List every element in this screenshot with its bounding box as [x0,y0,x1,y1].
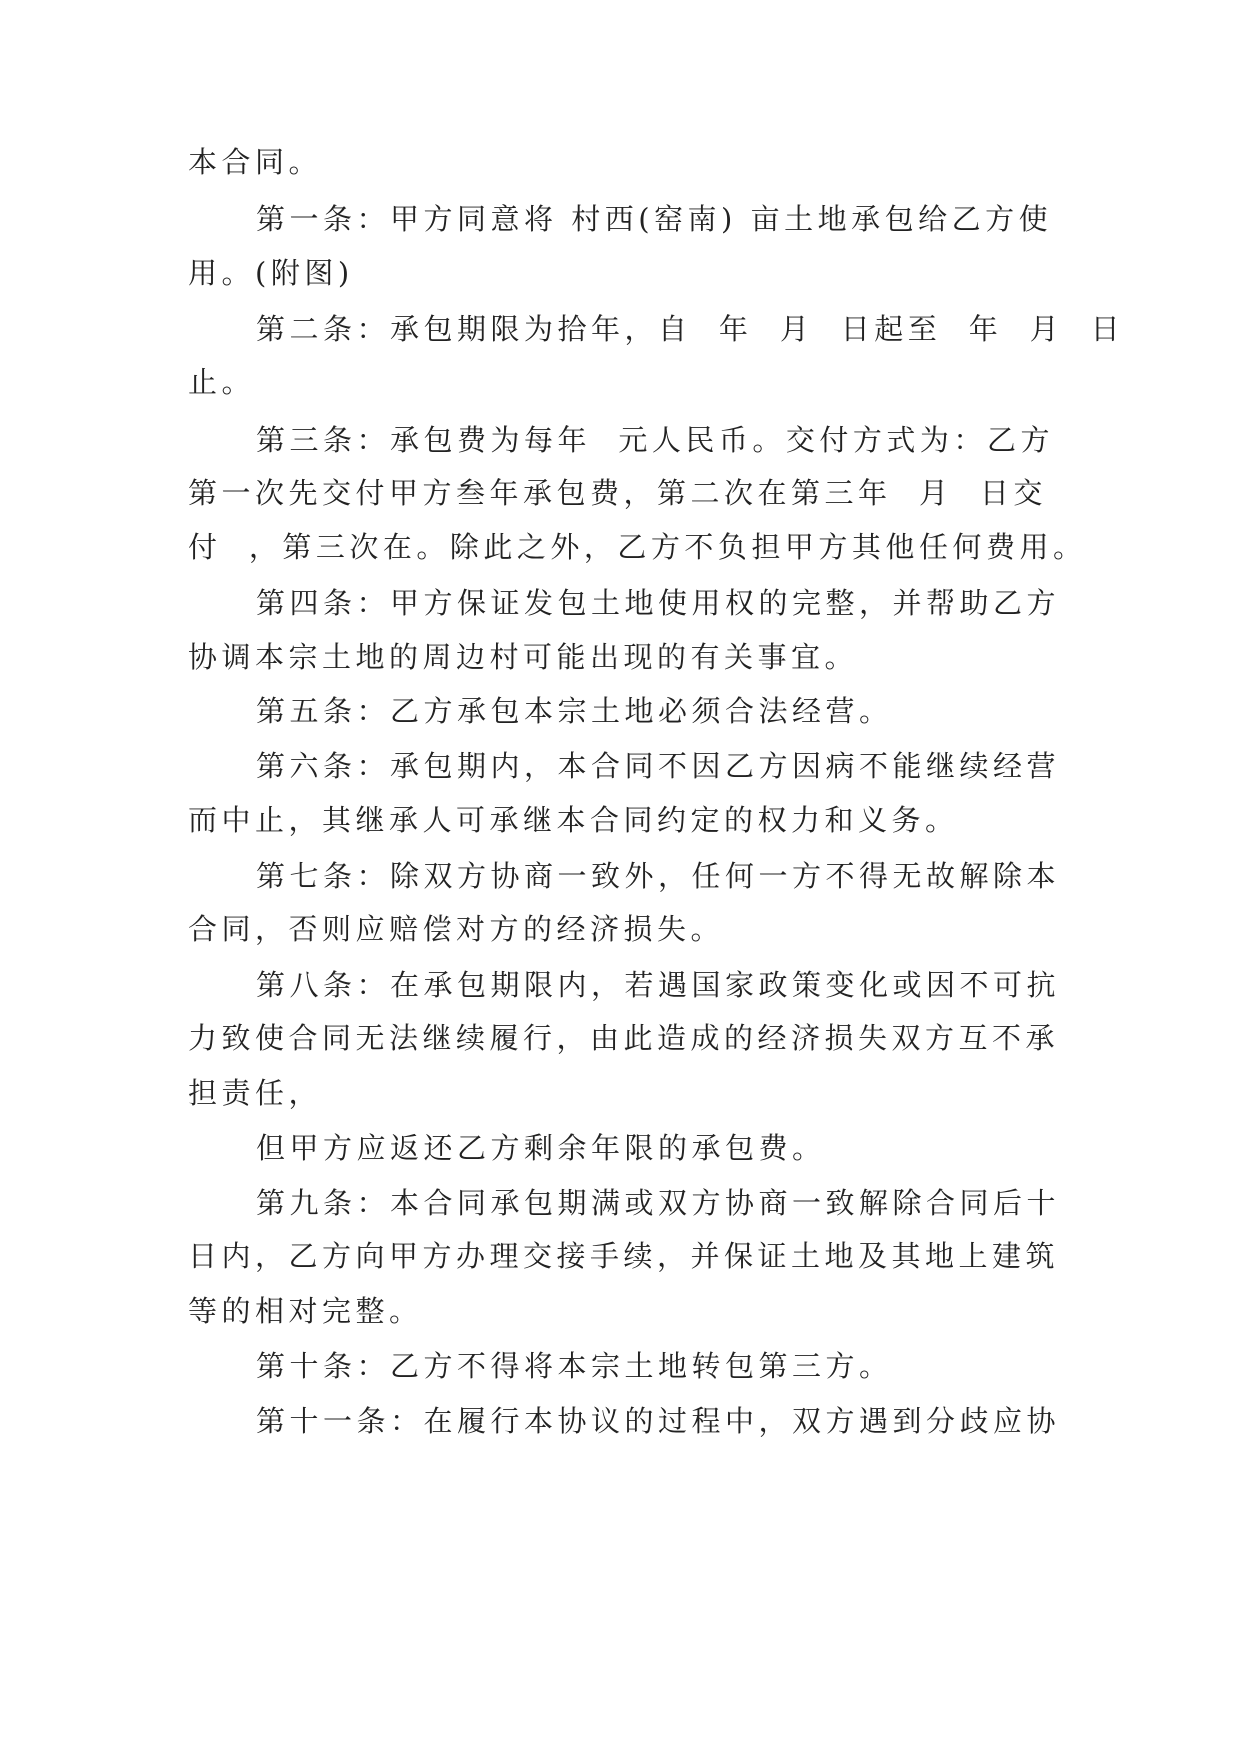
article-4-line-2: 协调本宗土地的周边村可能出现的有关事宜。 [188,640,859,674]
article-2-line-2: 止。 [188,365,256,399]
article-6-line-2: 而中止，其继承人可承继本合同约定的权力和义务。 [188,803,959,837]
article-10-line-1: 第十条：乙方不得将本宗土地转包第三方。 [256,1349,893,1383]
article-8-line-4: 但甲方应返还乙方剩余年限的承包费。 [256,1131,826,1165]
article-3-line-3: 付 ，第三次在。除此之外，乙方不负担甲方其他任何费用。 [188,530,1087,564]
article-8-line-2: 力致使合同无法继续履行，由此造成的经济损失双方互不承 [188,1021,1060,1055]
article-3-line-2: 第一次先交付甲方叁年承包费，第二次在第三年 月 日交 [188,476,1047,510]
article-1-line-1: 第一条：甲方同意将 村西(窑南) 亩土地承包给乙方使 [256,202,1053,236]
article-11-line-1: 第十一条：在履行本协议的过程中，双方遇到分歧应协 [256,1404,1061,1438]
article-1-line-2: 用。(附图) [188,256,354,290]
text-line: 本合同。 [188,145,323,179]
article-9-line-2: 日内，乙方向甲方办理交接手续，并保证土地及其地上建筑 [188,1239,1060,1273]
article-8-line-3: 担责任， [188,1076,323,1110]
article-5-line-1: 第五条：乙方承包本宗土地必须合法经营。 [256,694,893,728]
article-8-line-1: 第八条：在承包期限内，若遇国家政策变化或因不可抗 [256,968,1061,1002]
article-9-line-1: 第九条：本合同承包期满或双方协商一致解除合同后十 [256,1186,1061,1220]
article-7-line-1: 第七条：除双方协商一致外，任何一方不得无故解除本 [256,859,1061,893]
article-6-line-1: 第六条：承包期内，本合同不因乙方因病不能继续经营 [256,749,1061,783]
article-3-line-1: 第三条：承包费为每年 元人民币。交付方式为：乙方 [256,423,1054,457]
article-4-line-1: 第四条：甲方保证发包土地使用权的完整，并帮助乙方 [256,586,1061,620]
article-7-line-2: 合同，否则应赔偿对方的经济损失。 [188,912,725,946]
article-2-line-1: 第二条：承包期限为拾年，自 年 月 日起至 年 月 日 [256,312,1125,346]
article-9-line-3: 等的相对完整。 [188,1294,423,1328]
